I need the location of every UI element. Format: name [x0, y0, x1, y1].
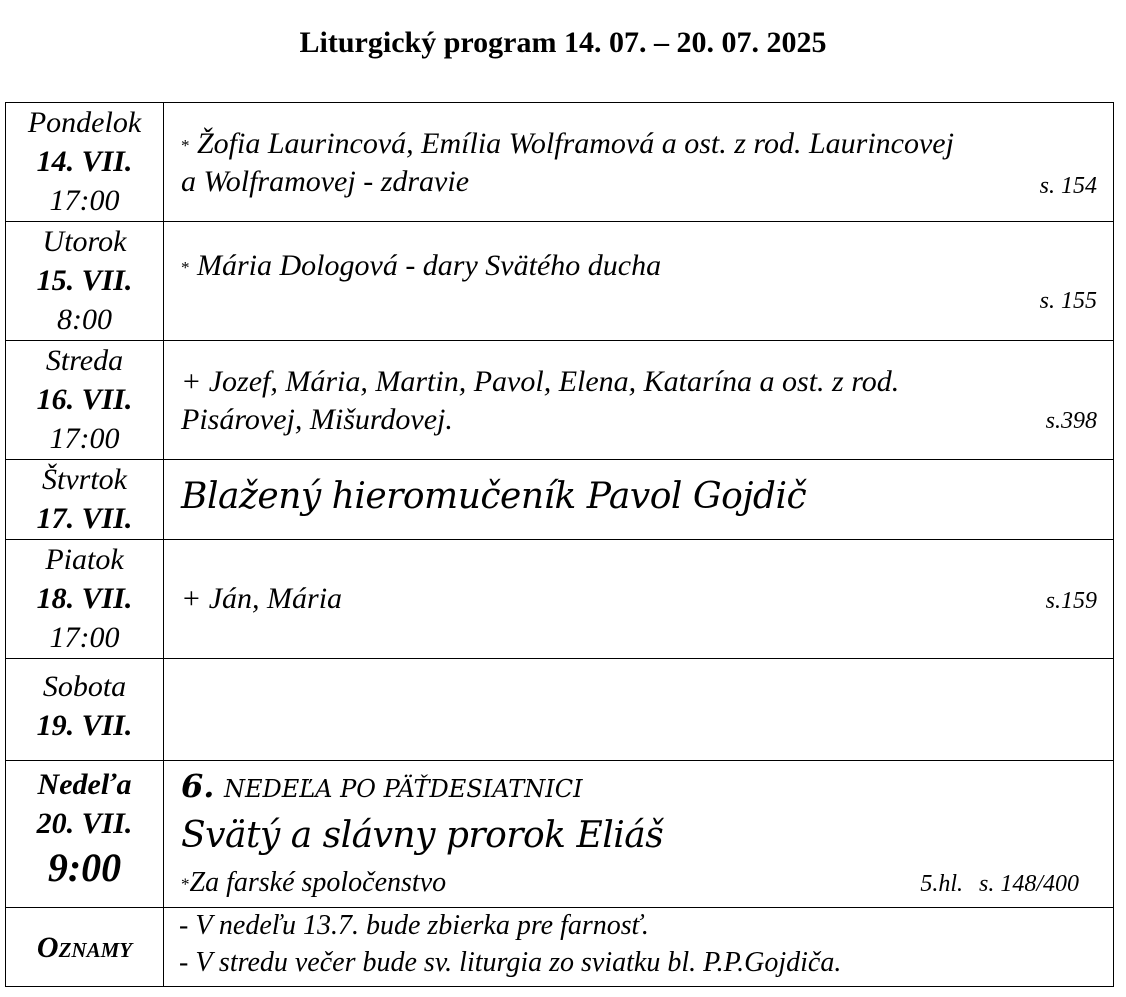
- day-date: 14. VII.: [36, 145, 133, 178]
- page-ref: s. 148/400: [978, 871, 1079, 897]
- day-name: Streda: [45, 344, 124, 377]
- day-time: 8:00: [57, 303, 112, 336]
- table-row: [6, 908, 1114, 987]
- day-cell: [6, 103, 164, 222]
- day-cell: [6, 222, 164, 341]
- intention-line-2: Pisárovej, Mišurdovej.: [181, 403, 453, 436]
- announcements-label: Oznamy: [6, 908, 164, 987]
- intention-cell: [164, 222, 1114, 341]
- intention-star: *: [181, 258, 190, 278]
- day-name: Nedeľa: [37, 768, 132, 801]
- intention-line: + Jozef, Mária, Martin, Pavol, Elena, Katarína a ost. z rod.: [181, 365, 900, 398]
- sunday-number: 6.: [181, 767, 215, 805]
- day-name: Utorok: [42, 225, 127, 258]
- page-ref: s. 155: [1039, 288, 1097, 314]
- empty-cell: [164, 659, 1114, 761]
- day-date: 18. VII.: [36, 582, 133, 615]
- day-name: Piatok: [45, 543, 124, 576]
- day-cell: [6, 460, 164, 540]
- intention-line-2: a Wolframovej - zdravie: [181, 165, 470, 198]
- sunday-heading: [181, 767, 583, 805]
- schedule-table: [5, 102, 1114, 987]
- day-name: Pondelok: [27, 106, 142, 139]
- day-cell: [6, 761, 164, 908]
- table-row: [6, 103, 1114, 222]
- intention-cell: [164, 103, 1114, 222]
- intention-star: *: [181, 136, 190, 156]
- intention-line: [181, 249, 661, 283]
- page-title: Liturgický program 14. 07. – 20. 07. 2025: [299, 26, 827, 59]
- announcements-cell: [164, 908, 1114, 987]
- intention-line: + Ján, Mária: [181, 582, 343, 615]
- table-row: [6, 222, 1114, 341]
- tone-ref: 5.hl.: [920, 871, 963, 897]
- page-ref: s.398: [1045, 408, 1097, 434]
- announcement-item: - V stredu večer bude sv. liturgia zo sviatku bl. P.P.Gojdiča.: [179, 947, 842, 978]
- sunday-cell: [164, 761, 1114, 908]
- feast-cell: [164, 460, 1114, 540]
- day-date: 16. VII.: [36, 383, 133, 416]
- table-row: [6, 659, 1114, 761]
- day-date: 17. VII.: [36, 502, 133, 535]
- day-time: 17:00: [49, 184, 120, 217]
- table-row: [6, 341, 1114, 460]
- feast-title: Svätý a slávny prorok Eliáš: [181, 815, 664, 856]
- day-name: Sobota: [42, 670, 127, 703]
- day-time: 9:00: [47, 845, 122, 890]
- feast-title: Blažený hieromučeník Pavol Gojdič: [181, 476, 807, 517]
- day-cell: [6, 659, 164, 761]
- intention-line: [181, 867, 446, 899]
- day-cell: [6, 341, 164, 460]
- intention-text: Mária Dologová - dary Svätého ducha: [197, 249, 662, 282]
- table-row: [6, 761, 1114, 908]
- table-row: [6, 540, 1114, 659]
- day-name: Štvrtok: [42, 463, 127, 496]
- intention-line: [181, 127, 954, 161]
- day-time: 17:00: [49, 621, 120, 654]
- intention-cell: [164, 540, 1114, 659]
- page-ref: s.159: [1045, 588, 1097, 614]
- day-time: 17:00: [49, 422, 120, 455]
- day-cell: [6, 540, 164, 659]
- table-row: [6, 460, 1114, 540]
- intention-text: Žofia Laurincová, Emília Wolframová a ost. z rod. Laurincovej: [197, 127, 954, 160]
- page-ref: s. 154: [1039, 173, 1097, 199]
- day-date: 19. VII.: [36, 709, 133, 742]
- intention-cell: [164, 341, 1114, 460]
- intention-star: *: [181, 874, 190, 894]
- day-date: 20. VII.: [36, 807, 133, 840]
- day-date: 15. VII.: [36, 264, 133, 297]
- sunday-label: NEDEĽA PO PÄŤDESIATNICI: [223, 775, 583, 803]
- announcement-item: - V nedeľu 13.7. bude zbierka pre farnosť.: [179, 910, 649, 941]
- intention-text: Za farské spoločenstvo: [189, 867, 447, 898]
